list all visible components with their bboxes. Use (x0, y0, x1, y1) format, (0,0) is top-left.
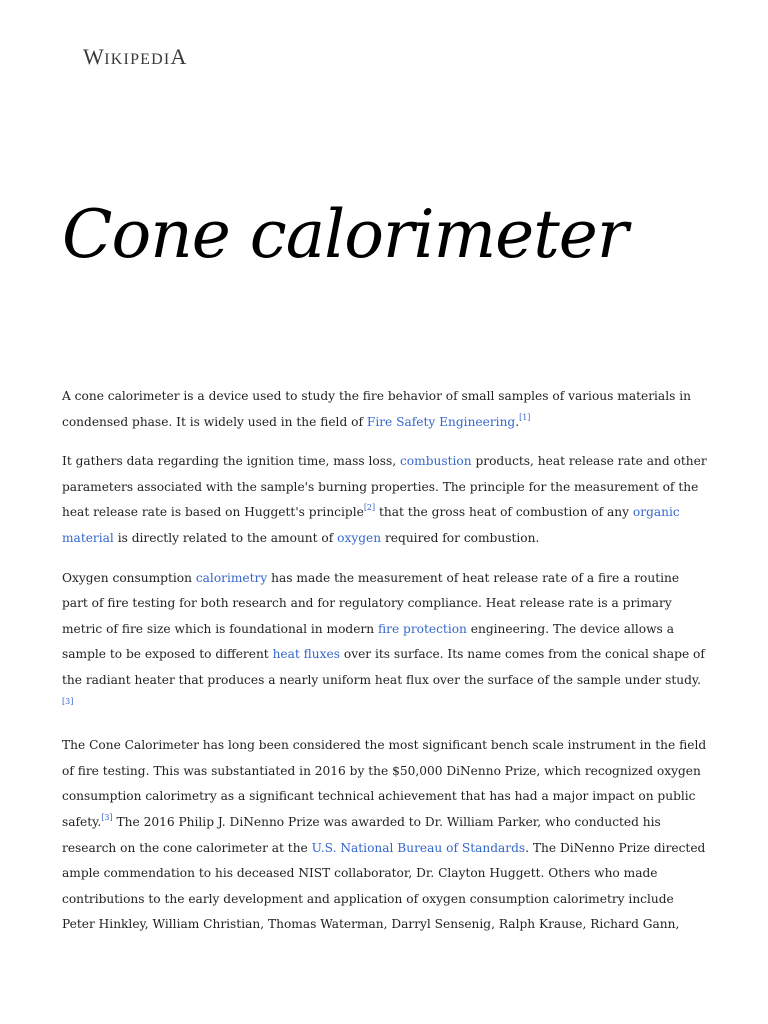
link-combustion[interactable]: combustion (399, 454, 472, 469)
text-run: . The DiNenno Prize directed ample commendation to his deceased NIST collaborator, Dr. Clayton Huggett. Others who made contributions to the early development and application of oxygen consumption calorimetry include Peter Hinkley, William Christian, Thomas Waterman, Darryl Sensenig, Ralph Krause, Richard Gann, (62, 840, 706, 932)
citation-link[interactable]: [3] (62, 696, 74, 706)
link-heat-fluxes[interactable]: heat fluxes (272, 647, 340, 662)
text-run: products, heat release rate and other parameters associated with the sample's burning properties. The principle for the measurement of the heat release rate is based on Huggett's principle (62, 454, 707, 520)
logo-initial: W (83, 44, 105, 69)
text-run: . (515, 414, 520, 429)
wikipedia-logo[interactable] (83, 44, 187, 70)
citation-1[interactable] (519, 413, 530, 422)
text-run: Oxygen consumption (62, 570, 196, 585)
citation-3[interactable] (101, 813, 112, 822)
text-run: that the gross heat of combustion of any (375, 505, 633, 520)
link-fire-safety-engineering[interactable]: Fire Safety Engineering (366, 414, 516, 429)
citation-2[interactable] (364, 503, 375, 512)
page-title: Cone calorimeter (62, 196, 628, 273)
text-run: engineering. The device allows a sample to be exposed to different (62, 621, 674, 662)
citation-link[interactable]: [3] (101, 812, 113, 822)
link-calorimetry[interactable]: calorimetry (195, 570, 268, 585)
link-fire-protection[interactable]: fire protection (377, 621, 467, 636)
text-run: The Cone Calorimeter has long been considered the most significant bench scale instrument in the field of fire testing. This was substantiated in 2016 by the $50,000 DiNenno Prize, which recognized oxygen consumption calorimetry as a significant technical achievement that has had a major impact on public safety. (62, 738, 707, 829)
logo-final: A (170, 44, 187, 69)
paragraph-oxygen-consumption (62, 566, 708, 720)
text-run: It gathers data regarding the ignition time, mass loss, (62, 454, 400, 469)
citation-3[interactable] (62, 697, 73, 706)
logo-middle: IKIPEDI (104, 51, 171, 68)
text-run: required for combustion. (381, 530, 540, 545)
text-run: has made the measurement of heat release rate of a fire a routine part of fire testing for both research and for regulatory compliance. Heat release rate is a primary metric of fire size which is foundational in modern (62, 570, 680, 636)
paragraph-dinenno-prize (62, 733, 708, 938)
link-national-bureau-of-standards[interactable]: U.S. National Bureau of Standards (311, 840, 526, 855)
link-oxygen[interactable]: oxygen (337, 530, 382, 545)
paragraph-intro (62, 384, 708, 435)
citation-link[interactable]: [2] (363, 503, 376, 513)
article-body (62, 384, 708, 952)
text-run: over its surface. Its name comes from the conical shape of the radiant heater that produces a nearly uniform heat flux over the surface of the sample under study. (62, 647, 705, 687)
citation-link[interactable]: [1] (519, 412, 531, 422)
link-organic-material[interactable]: organic material (62, 505, 680, 545)
text-run: is directly related to the amount of (113, 530, 338, 545)
text-run: The 2016 Philip J. DiNenno Prize was awarded to Dr. William Parker, who conducted his research on the cone calorimeter at the (62, 814, 661, 855)
text-run: A cone calorimeter is a device used to study the fire behavior of small samples of various materials in condensed phase. It is widely used in the field of (62, 389, 691, 429)
paragraph-principle (62, 449, 708, 551)
